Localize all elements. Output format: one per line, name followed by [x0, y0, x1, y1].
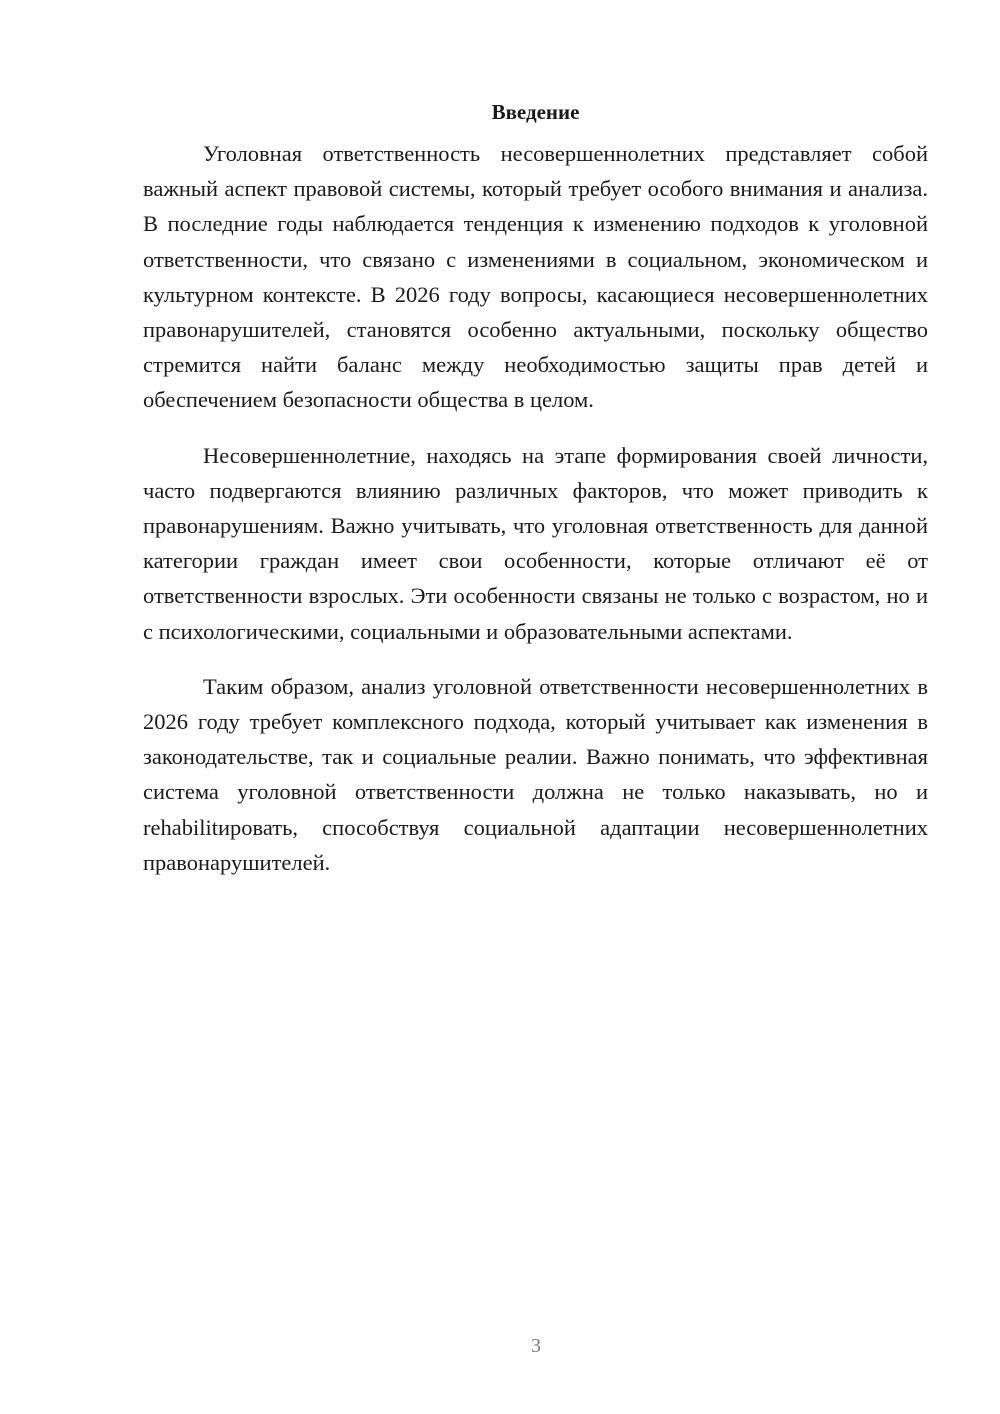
- paragraph-3: Таким образом, анализ уголовной ответственности несовершеннолетних в 2026 году требует комплексного подхода, который учитывает как изменения в законодательстве, так и социальные реалии. Важно понимать, что эффективная система уголовной ответственности должна не только наказывать, но и rehabilitировать, способствуя социальной адаптации несовершеннолетних правонарушителей.: [143, 673, 928, 875]
- paragraph-1: Уголовная ответственность несовершеннолетних представляет собой важный аспект правовой системы, который требует особого внимания и анализа. В последние годы наблюдается тенденция к изменению подходов к уголовной ответственности, что связано с изменениями в социальном, экономическом и культурном контексте. В 2026 году вопросы, касающиеся несовершеннолетних правонарушителей, становятся особенно актуальными, поскольку общество стремится найти баланс между необходимостью защиты прав детей и обеспечением безопасности общества в целом.: [143, 141, 928, 413]
- paragraph-2: Несовершеннолетние, находясь на этапе формирования своей личности, часто подвергаются влиянию различных факторов, что может приводить к правонарушениям. Важно учитывать, что уголовная ответственность для данной категории граждан имеет свои особенности, которые отличают её от ответственности взрослых. Эти особенности связаны не только с возрастом, но и с психологическими, социальными и образовательными аспектами.: [143, 442, 928, 644]
- page-number: 3: [531, 1335, 541, 1357]
- page-content: [143, 96, 928, 900]
- section-title: Введение: [491, 100, 580, 124]
